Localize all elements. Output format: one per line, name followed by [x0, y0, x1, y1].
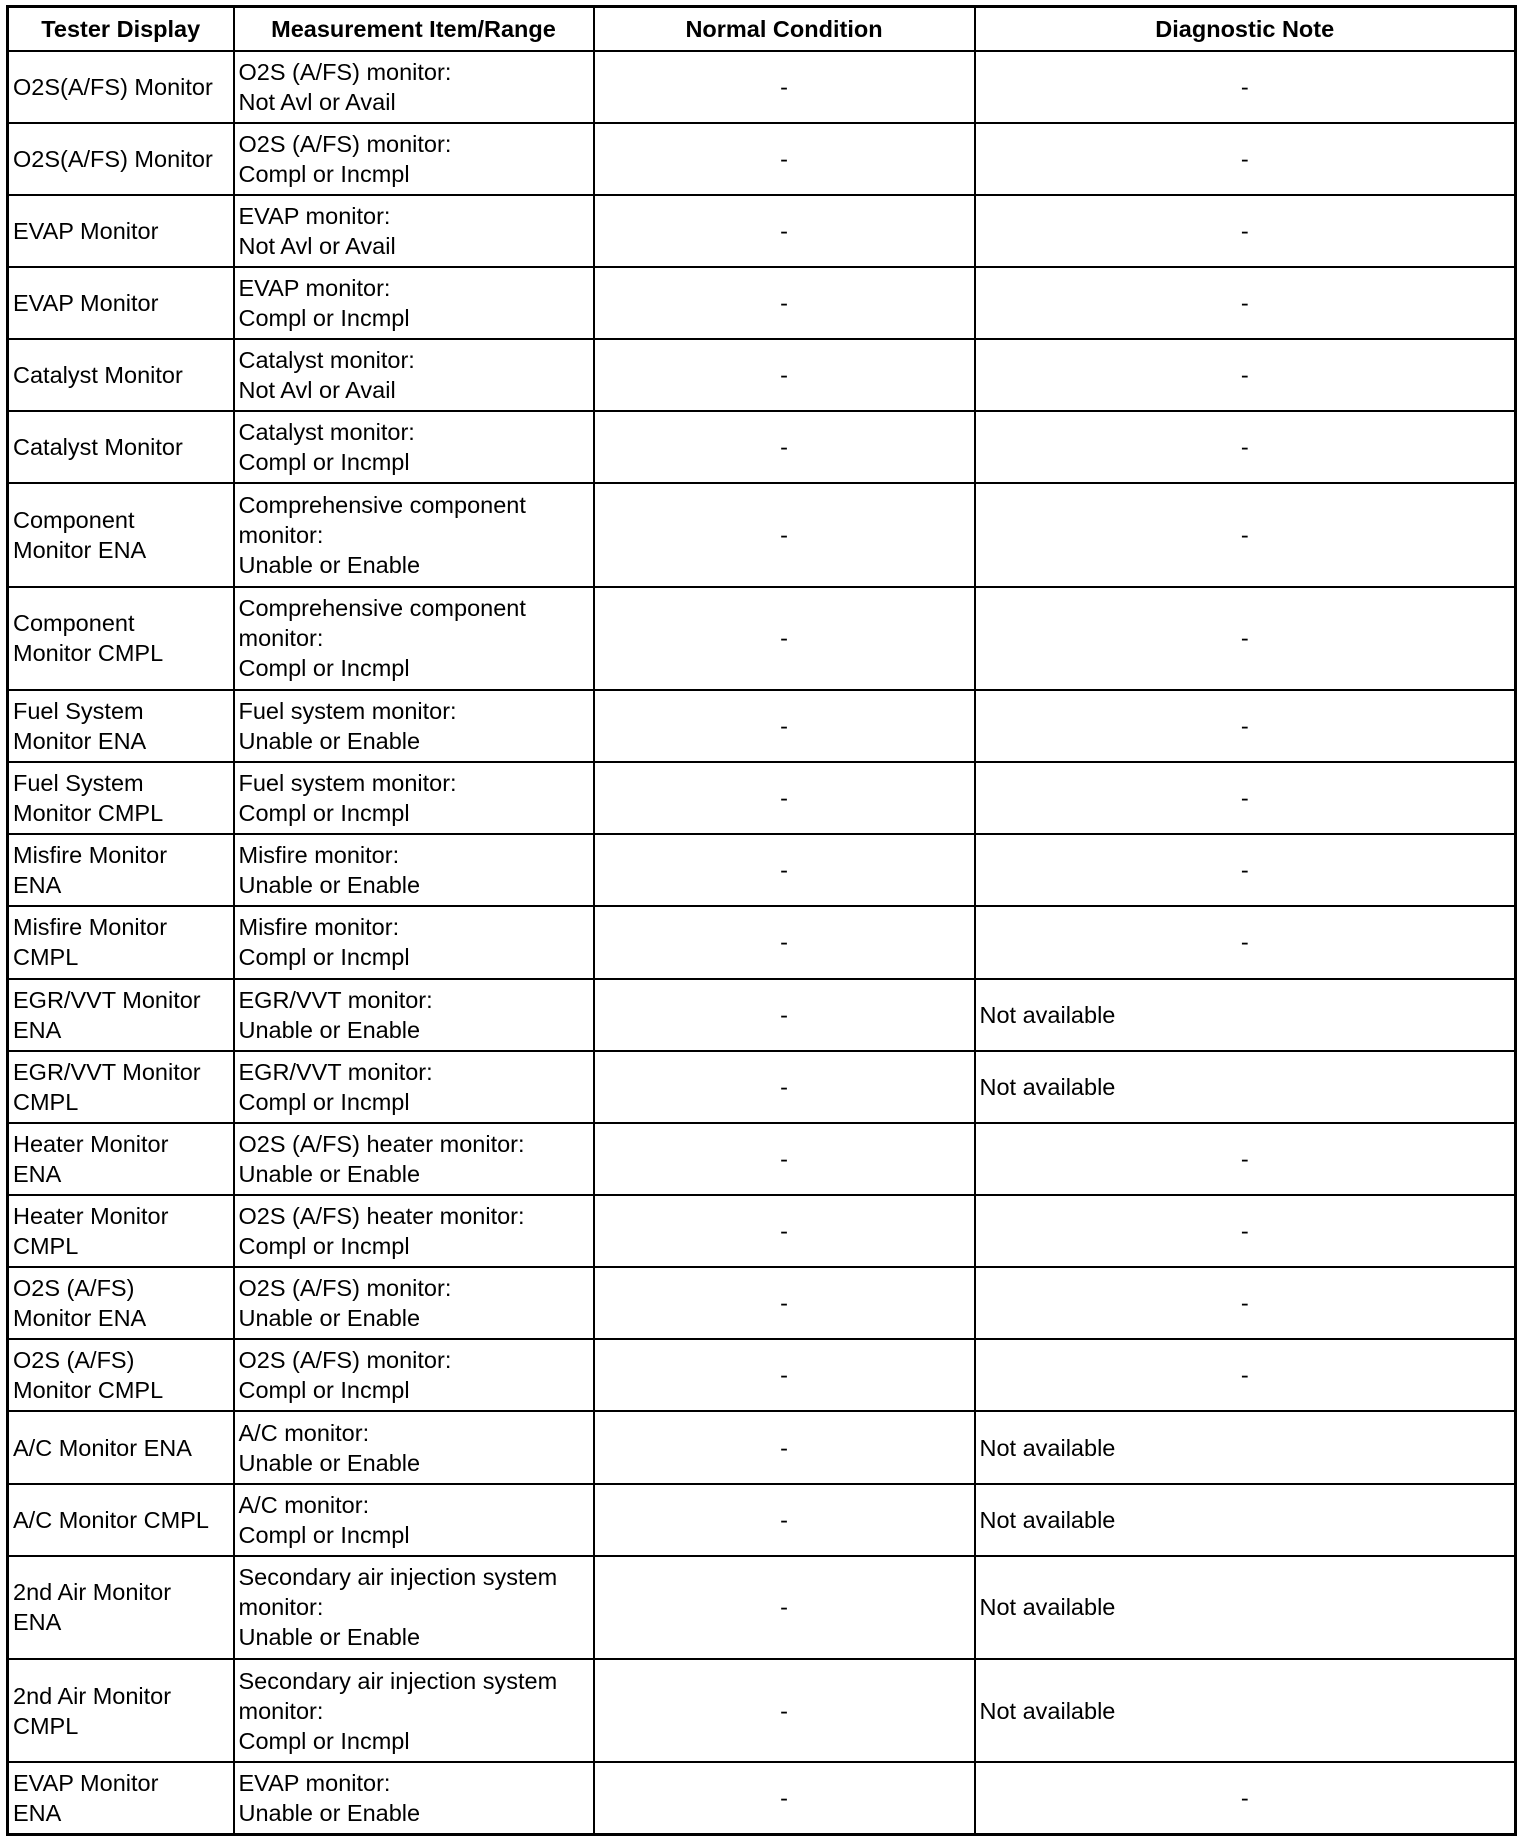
table-row — [8, 587, 1516, 690]
table-row — [8, 1051, 1516, 1123]
cell-normal-condition: - — [594, 834, 975, 906]
cell-tester-display: A/C Monitor ENA — [8, 1411, 234, 1483]
cell-measurement-item: EVAP monitor: Unable or Enable — [234, 1762, 594, 1834]
cell-measurement-item: O2S (A/FS) monitor: Not Avl or Avail — [234, 51, 594, 123]
cell-normal-condition: - — [594, 411, 975, 483]
cell-tester-display: EVAP Monitor ENA — [8, 1762, 234, 1834]
cell-normal-condition: - — [594, 195, 975, 267]
table-row — [8, 690, 1516, 762]
cell-normal-condition: - — [594, 587, 975, 690]
cell-tester-display: Heater Monitor ENA — [8, 1123, 234, 1195]
cell-tester-display: Heater Monitor CMPL — [8, 1195, 234, 1267]
cell-diagnostic-note: - — [975, 587, 1516, 690]
cell-normal-condition: - — [594, 906, 975, 978]
cell-normal-condition: - — [594, 1484, 975, 1556]
cell-diagnostic-note: - — [975, 123, 1516, 195]
cell-measurement-item: EGR/VVT monitor: Compl or Incmpl — [234, 1051, 594, 1123]
cell-measurement-item: O2S (A/FS) monitor: Compl or Incmpl — [234, 123, 594, 195]
cell-diagnostic-note: Not available — [975, 1484, 1516, 1556]
cell-tester-display: A/C Monitor CMPL — [8, 1484, 234, 1556]
header-normal-condition: Normal Condition — [594, 7, 975, 51]
table-row — [8, 1267, 1516, 1339]
cell-normal-condition: - — [594, 1267, 975, 1339]
table-body — [8, 51, 1516, 1835]
cell-normal-condition: - — [594, 51, 975, 123]
cell-measurement-item: EVAP monitor: Compl or Incmpl — [234, 267, 594, 339]
cell-diagnostic-note: Not available — [975, 1411, 1516, 1483]
cell-tester-display: EGR/VVT Monitor ENA — [8, 979, 234, 1051]
cell-measurement-item: Catalyst monitor: Compl or Incmpl — [234, 411, 594, 483]
cell-measurement-item: EGR/VVT monitor: Unable or Enable — [234, 979, 594, 1051]
table-row — [8, 1411, 1516, 1483]
cell-measurement-item: O2S (A/FS) heater monitor: Compl or Incmpl — [234, 1195, 594, 1267]
table-row — [8, 1556, 1516, 1659]
table-row — [8, 483, 1516, 586]
cell-diagnostic-note: - — [975, 1762, 1516, 1834]
cell-diagnostic-note: - — [975, 51, 1516, 123]
table-row — [8, 123, 1516, 195]
cell-normal-condition: - — [594, 483, 975, 586]
cell-normal-condition: - — [594, 1051, 975, 1123]
cell-diagnostic-note: Not available — [975, 1659, 1516, 1762]
table-header-row — [8, 7, 1516, 51]
cell-normal-condition: - — [594, 762, 975, 834]
cell-diagnostic-note: Not available — [975, 1556, 1516, 1659]
cell-diagnostic-note: - — [975, 906, 1516, 978]
cell-tester-display: Misfire Monitor CMPL — [8, 906, 234, 978]
cell-measurement-item: Misfire monitor: Unable or Enable — [234, 834, 594, 906]
table-row — [8, 1762, 1516, 1834]
table-row — [8, 1484, 1516, 1556]
cell-measurement-item: O2S (A/FS) monitor: Compl or Incmpl — [234, 1339, 594, 1411]
cell-tester-display: O2S (A/FS) Monitor ENA — [8, 1267, 234, 1339]
cell-tester-display: 2nd Air Monitor ENA — [8, 1556, 234, 1659]
cell-tester-display: EVAP Monitor — [8, 195, 234, 267]
table-row — [8, 979, 1516, 1051]
cell-diagnostic-note: - — [975, 1123, 1516, 1195]
cell-tester-display: Component Monitor CMPL — [8, 587, 234, 690]
cell-tester-display: Catalyst Monitor — [8, 411, 234, 483]
cell-measurement-item: Fuel system monitor: Compl or Incmpl — [234, 762, 594, 834]
header-measurement-item: Measurement Item/Range — [234, 7, 594, 51]
monitor-status-table — [6, 5, 1517, 1836]
table-row — [8, 339, 1516, 411]
cell-diagnostic-note: - — [975, 1195, 1516, 1267]
table-row — [8, 834, 1516, 906]
cell-tester-display: O2S (A/FS) Monitor CMPL — [8, 1339, 234, 1411]
cell-diagnostic-note: - — [975, 834, 1516, 906]
cell-measurement-item: Secondary air injection system monitor: Compl or Incmpl — [234, 1659, 594, 1762]
cell-tester-display: EGR/VVT Monitor CMPL — [8, 1051, 234, 1123]
table-row — [8, 1339, 1516, 1411]
cell-normal-condition: - — [594, 1762, 975, 1834]
cell-diagnostic-note: - — [975, 690, 1516, 762]
cell-normal-condition: - — [594, 267, 975, 339]
table-row — [8, 906, 1516, 978]
table-row — [8, 267, 1516, 339]
cell-diagnostic-note: - — [975, 411, 1516, 483]
table-row — [8, 762, 1516, 834]
cell-measurement-item: Misfire monitor: Compl or Incmpl — [234, 906, 594, 978]
cell-diagnostic-note: - — [975, 1267, 1516, 1339]
cell-measurement-item: Catalyst monitor: Not Avl or Avail — [234, 339, 594, 411]
cell-measurement-item: O2S (A/FS) heater monitor: Unable or Enable — [234, 1123, 594, 1195]
cell-normal-condition: - — [594, 1411, 975, 1483]
cell-tester-display: Catalyst Monitor — [8, 339, 234, 411]
cell-tester-display: Fuel System Monitor ENA — [8, 690, 234, 762]
cell-normal-condition: - — [594, 339, 975, 411]
cell-measurement-item: Secondary air injection system monitor: Unable or Enable — [234, 1556, 594, 1659]
cell-normal-condition: - — [594, 979, 975, 1051]
header-tester-display: Tester Display — [8, 7, 234, 51]
cell-measurement-item: Comprehensive component monitor: Unable or Enable — [234, 483, 594, 586]
cell-diagnostic-note: - — [975, 195, 1516, 267]
cell-tester-display: O2S(A/FS) Monitor — [8, 123, 234, 195]
cell-measurement-item: EVAP monitor: Not Avl or Avail — [234, 195, 594, 267]
cell-tester-display: 2nd Air Monitor CMPL — [8, 1659, 234, 1762]
cell-diagnostic-note: Not available — [975, 979, 1516, 1051]
cell-measurement-item: O2S (A/FS) monitor: Unable or Enable — [234, 1267, 594, 1339]
cell-normal-condition: - — [594, 1123, 975, 1195]
cell-diagnostic-note: - — [975, 339, 1516, 411]
table-row — [8, 411, 1516, 483]
cell-measurement-item: Comprehensive component monitor: Compl or Incmpl — [234, 587, 594, 690]
cell-diagnostic-note: Not available — [975, 1051, 1516, 1123]
table-row — [8, 51, 1516, 123]
cell-normal-condition: - — [594, 1339, 975, 1411]
table-row — [8, 195, 1516, 267]
cell-tester-display: O2S(A/FS) Monitor — [8, 51, 234, 123]
cell-diagnostic-note: - — [975, 762, 1516, 834]
cell-normal-condition: - — [594, 1556, 975, 1659]
table-row — [8, 1195, 1516, 1267]
header-diagnostic-note: Diagnostic Note — [975, 7, 1516, 51]
table-row — [8, 1123, 1516, 1195]
cell-normal-condition: - — [594, 1195, 975, 1267]
cell-normal-condition: - — [594, 123, 975, 195]
cell-normal-condition: - — [594, 690, 975, 762]
cell-diagnostic-note: - — [975, 483, 1516, 586]
cell-measurement-item: Fuel system monitor: Unable or Enable — [234, 690, 594, 762]
cell-measurement-item: A/C monitor: Compl or Incmpl — [234, 1484, 594, 1556]
cell-diagnostic-note: - — [975, 1339, 1516, 1411]
cell-tester-display: Misfire Monitor ENA — [8, 834, 234, 906]
cell-tester-display: Component Monitor ENA — [8, 483, 234, 586]
cell-normal-condition: - — [594, 1659, 975, 1762]
cell-tester-display: Fuel System Monitor CMPL — [8, 762, 234, 834]
table-row — [8, 1659, 1516, 1762]
cell-diagnostic-note: - — [975, 267, 1516, 339]
cell-tester-display: EVAP Monitor — [8, 267, 234, 339]
cell-measurement-item: A/C monitor: Unable or Enable — [234, 1411, 594, 1483]
